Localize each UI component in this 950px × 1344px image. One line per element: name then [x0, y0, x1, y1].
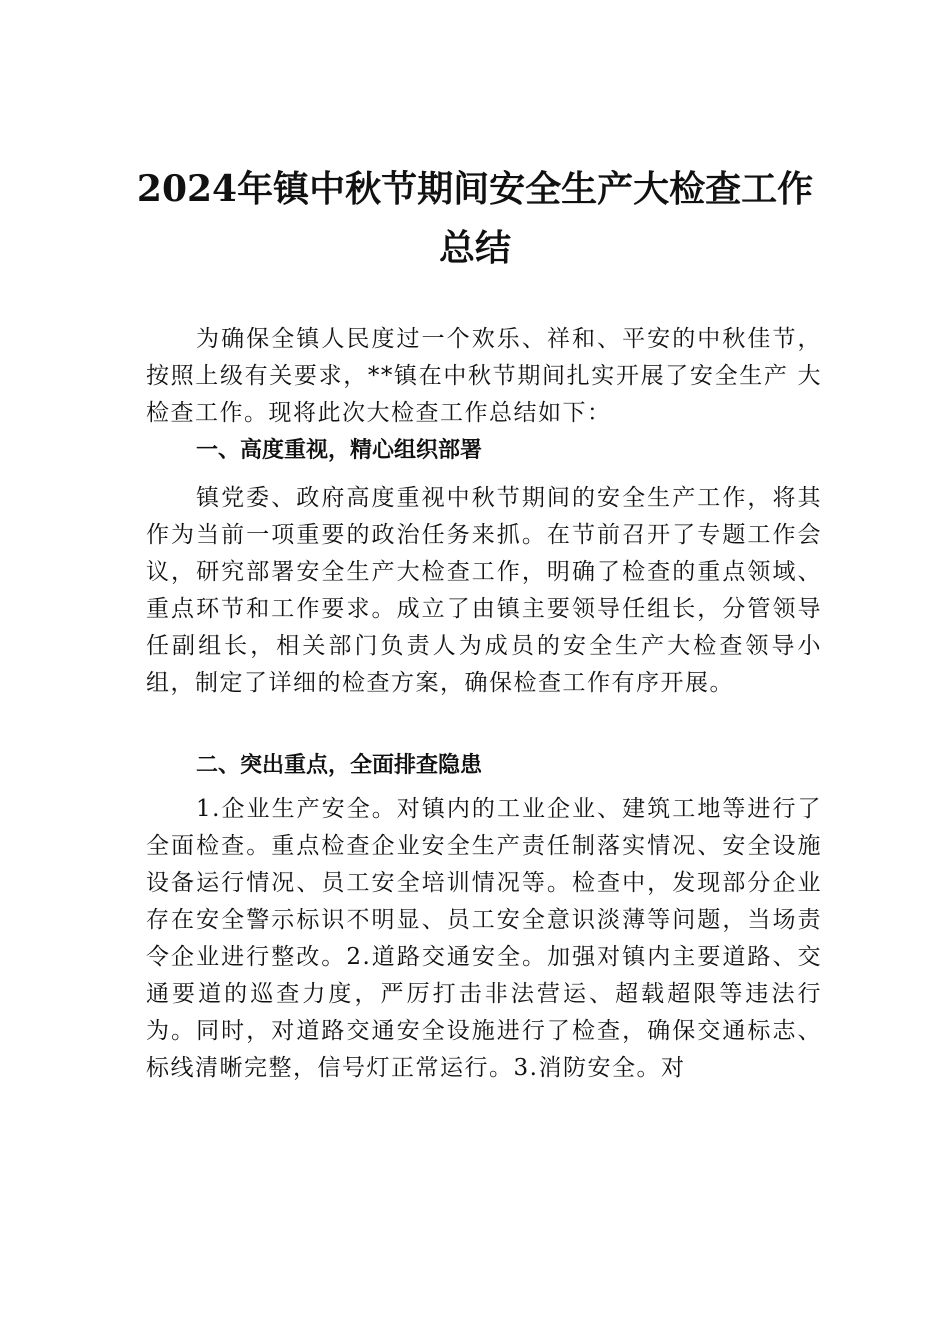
intro-paragraph: 为确保全镇人民度过一个欢乐、祥和、平安的中秋佳节， 按照上级有关要求，**镇在中秋节期间扎实开展了安全生产 大检查工作。现将此次大检查工作总结如下： [146, 326, 822, 426]
section-2-paragraph: 1.企业生产安全。对镇内的工业企业、建筑工地等进行了全面检查。重点检查企业安全生产责任制落实情况、安全设施设备运行情况、员工安全培训情况等。检查中，发现部分企业存在安全警示标识不明显、员工安全意识淡薄等问题，当场责令企业进行整改。2.道路交通安全。加强对镇内主要道路、交通要道的巡查力度，严厉打击非法营运、超载超限等违法行为。同时，对道路交通安全设施进行了检查，确保交通标志、标线清晰完整，信号灯正常运行。3.消防安全。对 [146, 796, 822, 1081]
section-1-paragraph: 镇党委、政府高度重视中秋节期间的安全生产工作，将其作为当前一项重要的政治任务来抓。在节前召开了专题工作会议，研究部署安全生产大检查工作，明确了检查的重点领域、重点环节和工作要求。成立了由镇主要领导任组长，分管领导任副组长，相关部门负责人为成员的安全生产大检查领导小组，制定了详细的检查方案，确保检查工作有序开展。 [146, 485, 822, 696]
section-2-heading: 二、突出重点，全面排查隐患 [196, 753, 483, 778]
document-title-line-2: 总结 [438, 227, 511, 269]
document-title-line-1: 2024年镇中秋节期间安全生产大检查工作 [136, 168, 814, 210]
section-1-heading: 一、高度重视，精心组织部署 [196, 438, 483, 463]
